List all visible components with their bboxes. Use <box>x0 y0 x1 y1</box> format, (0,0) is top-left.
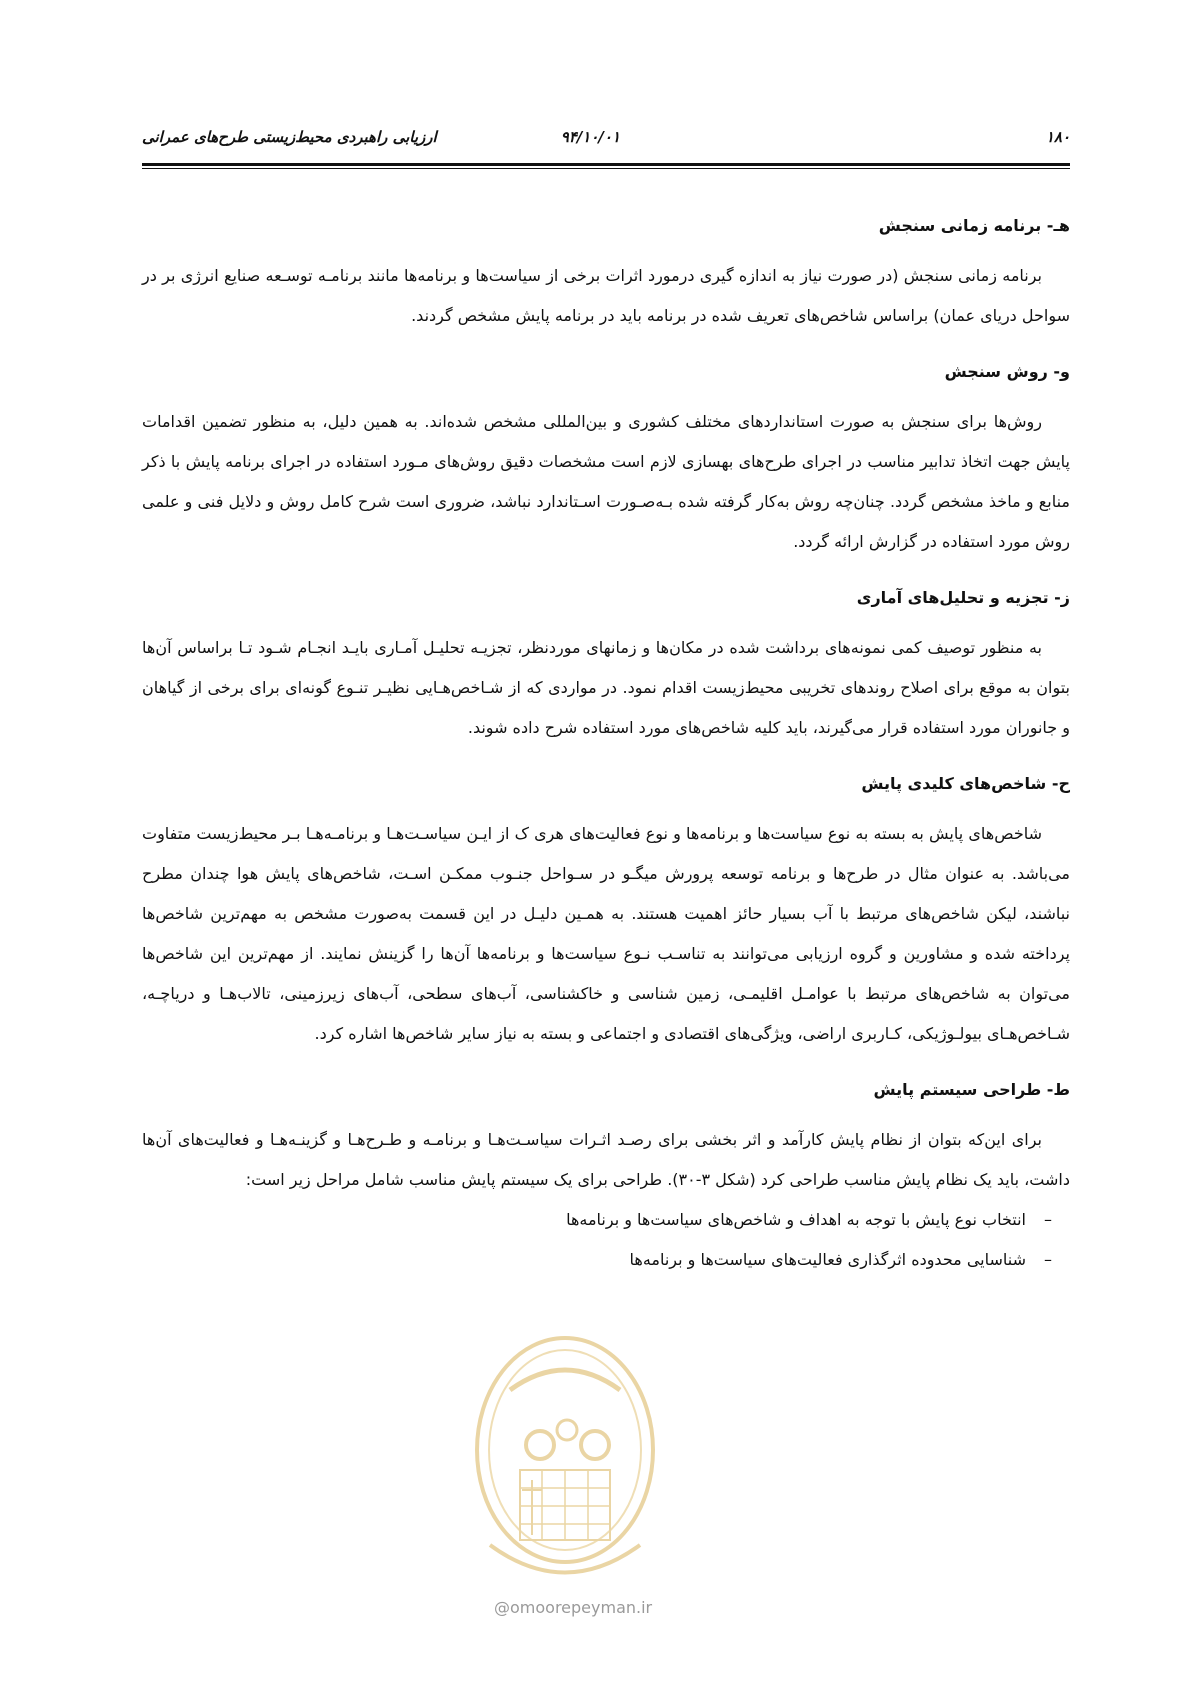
list-marker: – <box>1044 1250 1052 1269</box>
section-title-statistical-analysis: ز- تجزیه و تحلیل‌های آماری <box>856 588 1070 607</box>
list-item-text: انتخاب نوع پایش با توجه به اهداف و شاخص‌های سیاست‌ها و برنامه‌ها <box>566 1210 1026 1229</box>
section-title-key-indicators: ح- شاخص‌های کلیدی پایش <box>861 774 1070 793</box>
paragraph-statistical-analysis: به منظور توصیف کمی نمونه‌های برداشت شده در مکان‌ها و زمانهای موردنظر، تجزیـه تحلیـل آمـاری بایـد انجـام شـود تـا براساس آن‌ها بتوان به موقع برای اصلاح روندهای تخریبی محیط‌زیست اقدام نمود. در مواردی که از شـاخص‌هـایی نظیـر تنـوع گونه‌ای برای برخی از گیاهان و جانوران مورد استفاده قرار می‌گیرند، باید کلیه شاخص‌های مورد استفاده شرح داده شوند. <box>142 638 1070 737</box>
section-title-system-design: ط- طراحی سیستم پایش <box>873 1080 1070 1099</box>
header-rule-thin <box>142 168 1070 169</box>
document-body <box>142 210 1070 1280</box>
watermark-text: @omoorepeyman.ir <box>494 1598 653 1617</box>
design-steps-list <box>142 1200 1070 1280</box>
paragraph-measurement-schedule: برنامه زمانی سنجش (در صورت نیاز به اندازه گیری درمورد اثرات برخی از سیاست‌ها و برنامه‌ها مانند برنامـه توسـعه صنایع انرژی بر در سواحل دریای عمان) براساس شاخص‌های تعریف شده در برنامه باید در برنامه پایش مشخص گردند. <box>142 266 1070 325</box>
page-number: ۱۸۰ <box>1045 128 1070 146</box>
page-header <box>142 128 1070 162</box>
paragraph-system-design: برای این‌که بتوان از نظام پایش کارآمد و اثر بخشی برای رصـد اثـرات سیاسـت‌هـا و برنامـه و طـرح‌هـا و گزینـه‌هـا و فعالیت‌های آن‌ها داشت، باید یک نظام پایش مناسب طراحی کرد (شکل ۳-۳۰). طراحی برای یک سیستم پایش مناسب شامل مراحل زیر است: <box>142 1130 1070 1189</box>
list-marker: – <box>1044 1210 1052 1229</box>
list-item-text: شناسایی محدوده اثرگذاری فعالیت‌های سیاست‌ها و برنامه‌ها <box>629 1250 1026 1269</box>
paragraph-measurement-method: روش‌ها برای سنجش به صورت استانداردهای مختلف کشوری و بین‌المللی مشخص شده‌اند. به همین دلیل، به منظور تضمین اقدامات پایش جهت اتخاذ تدابیر مناسب در اجرای طرح‌های بهسازی لازم است مشخصات دقیق روش‌های مـورد استفاده در اجرای برنامه پایش با ذکر منابع و ماخذ مشخص گردد. چنان‌چه روش به‌کار گرفته شده بـه‌صـورت اسـتاندارد نباشد، ضروری است شرح کامل روش و دلایل فنی و علمی روش مورد استفاده در گزارش ارائه گردد. <box>142 412 1070 551</box>
header-date: ۹۴/۱۰/۰۱ <box>560 128 620 146</box>
section-title-measurement-method: و- روش سنجش <box>944 362 1070 381</box>
header-rule-thick <box>142 163 1070 166</box>
watermark-seal-logo <box>470 1330 660 1630</box>
paragraph-key-indicators: شاخص‌های پایش به بسته به نوع سیاست‌ها و برنامه‌ها و نوع فعالیت‌های هری ک از ایـن سیاسـت‌هـا و برنامـه‌هـا بـر محیط‌زیست متفاوت می‌باشد. به عنوان مثال در طرح‌ها و برنامه توسعه پرورش میگـو در سـواحل جنـوب ممکـن اسـت، شاخص‌های پایش هوا چندان مطرح نباشند، لیکن شاخص‌های مرتبط با آب بسیار حائز اهمیت هستند. به همـین دلیـل در این قسمت به‌صورت مشخص به مهم‌ترین شاخص‌ها پرداخته شده و مشاورین و گروه ارزیابی می‌توانند به تناسـب نـوع سیاست‌ها و برنامه‌ها آن‌ها را گزینش نمایند. از مهم‌ترین این شاخص‌ها می‌توان به شاخص‌های مرتبط با عوامـل اقلیمـی، زمین شناسی و خاکشناسی، آب‌های سطحی، آب‌های زیرزمینی، تالاب‌هـا و دریاچـه، شـاخص‌هـای بیولـوژیکی، کـاربری اراضی، ویژگی‌های اقتصادی و اجتماعی و بسته به نیاز سایر شاخص‌ها اشاره کرد. <box>142 824 1070 1043</box>
section-title-measurement-schedule: هـ- برنامه زمانی سنجش <box>878 216 1070 235</box>
list-item <box>142 1240 1052 1280</box>
running-title: ارزیابی راهبردی محیط‌زیستی طرح‌های عمرانی <box>142 128 437 146</box>
list-item <box>142 1200 1052 1240</box>
